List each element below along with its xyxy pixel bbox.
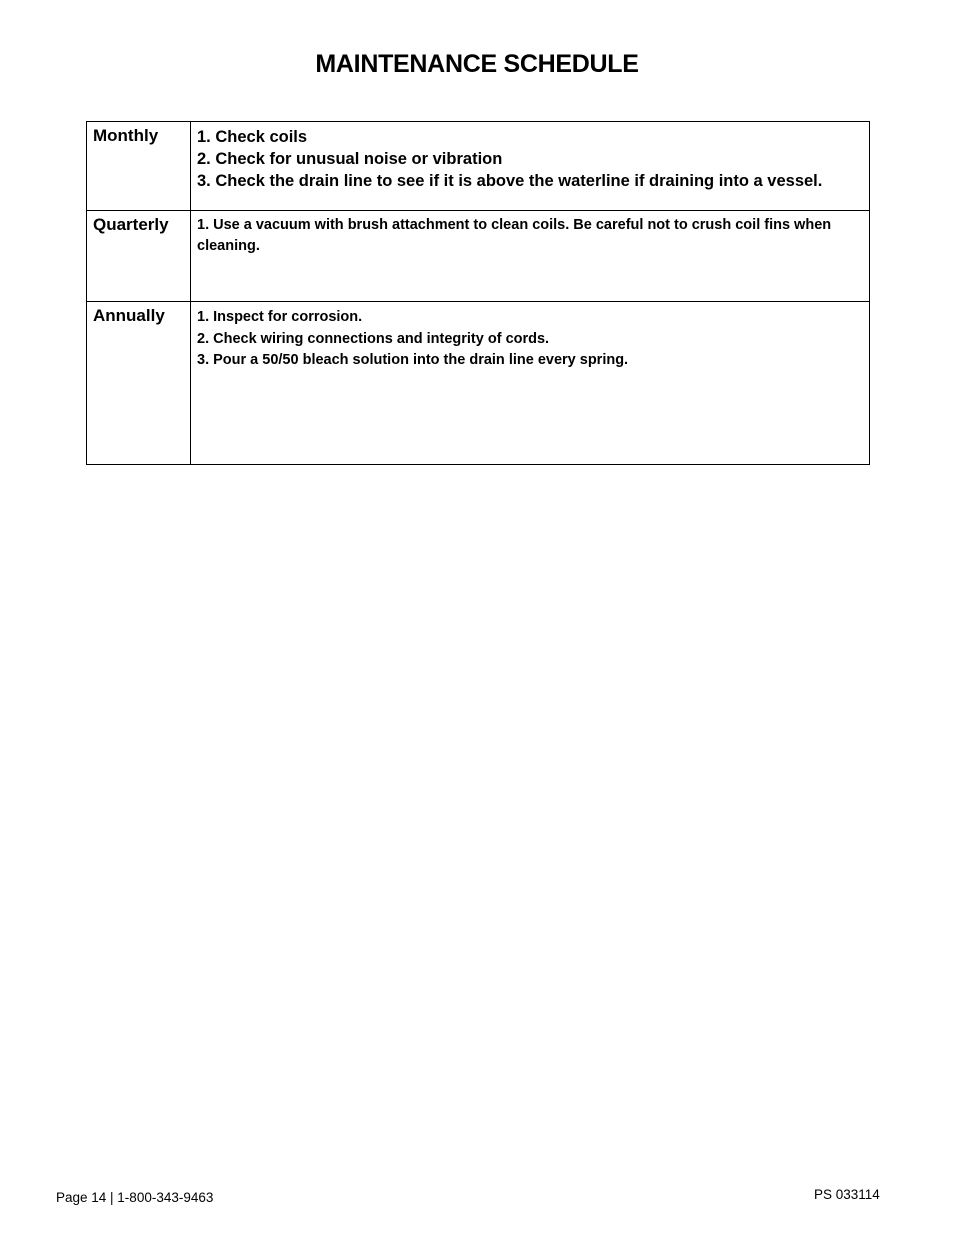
task-list-quarterly [191,211,870,302]
task-item: 3. Check the drain line to see if it is above the waterline if draining into a vessel. [197,172,823,190]
footer-page-info: Page 14 | 1-800-343-9463 [56,1190,214,1205]
footer-document-code: PS 033114 [814,1187,880,1202]
period-label-annually: Annually [87,302,191,465]
task-list-monthly [191,122,870,211]
table-row-quarterly [87,211,870,302]
task-item: 3. Pour a 50/50 bleach solution into the drain line every spring. [197,352,629,368]
page-title: MAINTENANCE SCHEDULE [315,50,639,78]
table-row-annually [87,302,870,465]
task-item: 1. Inspect for corrosion. [197,309,363,325]
table-row-monthly [87,122,870,211]
task-item: 2. Check wiring connections and integrity of cords. [197,331,550,347]
task-list-annually [191,302,870,465]
period-label-monthly: Monthly [87,122,191,211]
task-item: 1. Check coils [197,128,308,146]
task-item: 2. Check for unusual noise or vibration [197,150,503,168]
maintenance-schedule-table [86,121,870,465]
period-label-quarterly: Quarterly [87,211,191,302]
task-item: 1. Use a vacuum with brush attachment to clean coils. Be careful not to crush coil fins when cleaning. [197,217,832,254]
